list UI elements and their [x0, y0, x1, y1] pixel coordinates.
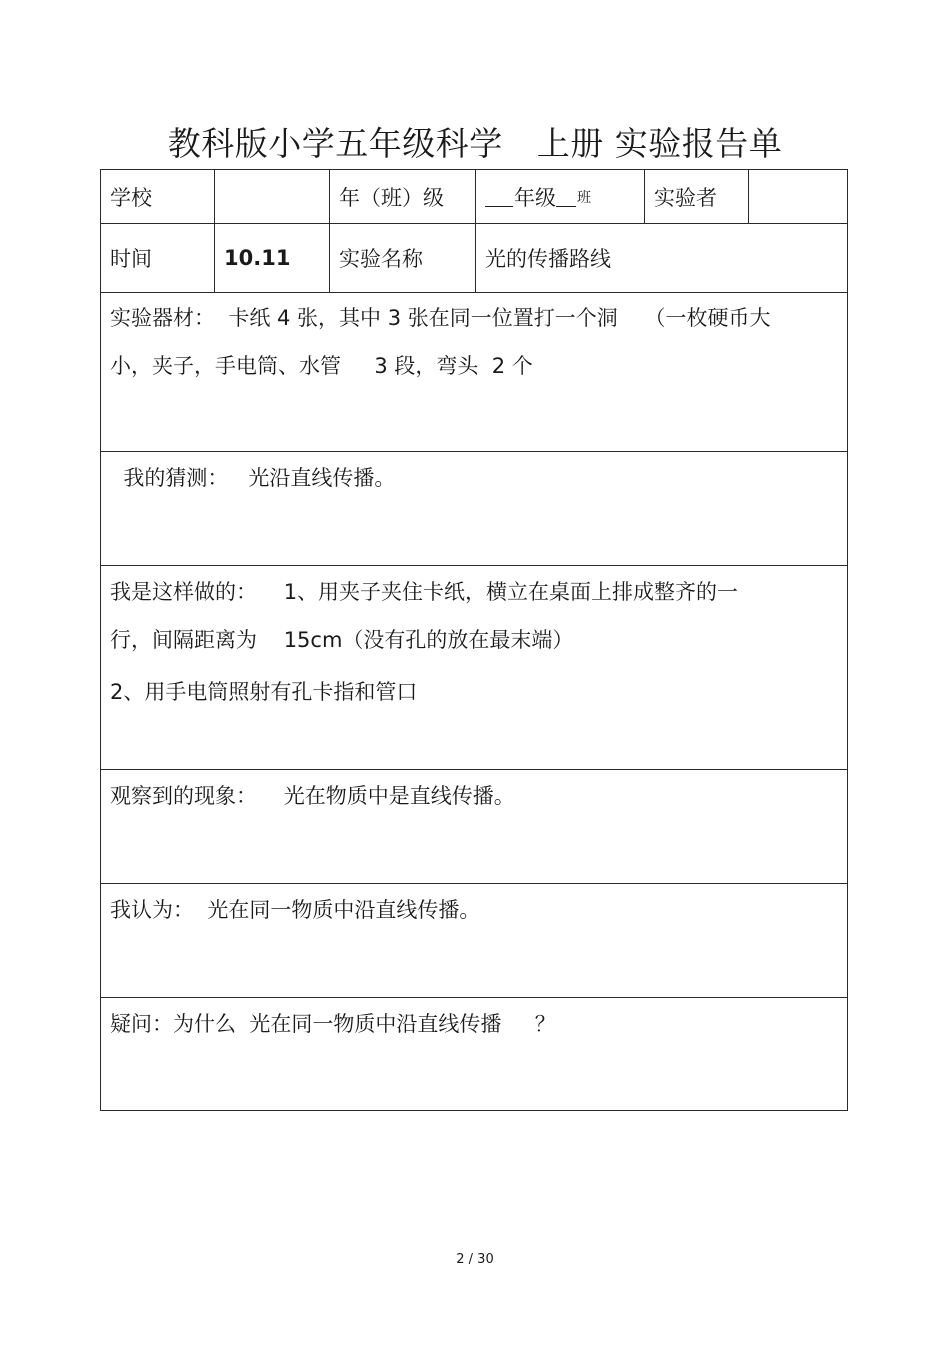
- school-value-cell: [215, 170, 330, 224]
- title-part-2: 上册 实验报告单: [536, 124, 783, 163]
- class-blank: [556, 186, 576, 207]
- page-title: [0, 118, 950, 165]
- report-table: [100, 169, 848, 1111]
- guess-row: [101, 452, 848, 566]
- title-part-1: 教科版小学五年级科学: [167, 124, 503, 163]
- conclusion-row: [101, 884, 848, 998]
- experiment-name-value-cell: 光的传播路线: [476, 224, 848, 293]
- grade-label-cell: 年（班）级: [330, 170, 476, 224]
- procedure-line-3: 2、用手电筒照射有孔卡指和管口: [110, 680, 418, 704]
- procedure-row: [101, 566, 848, 770]
- observation-row: [101, 770, 848, 884]
- procedure-line-2: 行，间隔距离为 15cm（没有孔的放在最末端）: [110, 628, 574, 652]
- school-label-cell: 学校: [101, 170, 215, 224]
- materials-cell: [101, 293, 848, 452]
- grade-text: 年级: [514, 185, 556, 210]
- conclusion-text: 我认为： 光在同一物质中沿直线传播。: [110, 898, 481, 922]
- header-row-2: [101, 224, 848, 293]
- grade-blank: [485, 186, 513, 207]
- time-value-cell: 10.11: [215, 224, 330, 293]
- experimenter-label-cell: 实验者: [645, 170, 749, 224]
- observation-text: 观察到的现象： 光在物质中是直线传播。: [110, 784, 515, 808]
- procedure-cell: [101, 566, 848, 770]
- materials-line-1: 实验器材： 卡纸 4 张，其中 3 张在同一位置打一个洞 （一枚硬币大: [110, 306, 771, 330]
- guess-text: 我的猜测： 光沿直线传播。: [110, 466, 396, 490]
- question-row: [101, 998, 848, 1111]
- question-text: 疑问：为什么 光在同一物质中沿直线传播 ？: [110, 1012, 556, 1036]
- grade-value-cell: [476, 170, 645, 224]
- page-number: 2 / 30: [456, 1252, 494, 1267]
- question-cell: [101, 998, 848, 1111]
- conclusion-cell: [101, 884, 848, 998]
- class-text: 班: [577, 189, 591, 206]
- header-row-1: [101, 170, 848, 224]
- materials-row: [101, 293, 848, 452]
- experiment-name-label-cell: 实验名称: [330, 224, 476, 293]
- observation-cell: [101, 770, 848, 884]
- experimenter-value-cell: [749, 170, 848, 224]
- guess-cell: [101, 452, 848, 566]
- materials-line-2: 小，夹子，手电筒、水管 3 段，弯头 2 个: [110, 354, 533, 378]
- procedure-line-1: 我是这样做的： 1、用夹子夹住卡纸，横立在桌面上排成整齐的一: [110, 580, 739, 604]
- time-label-cell: 时间: [101, 224, 215, 293]
